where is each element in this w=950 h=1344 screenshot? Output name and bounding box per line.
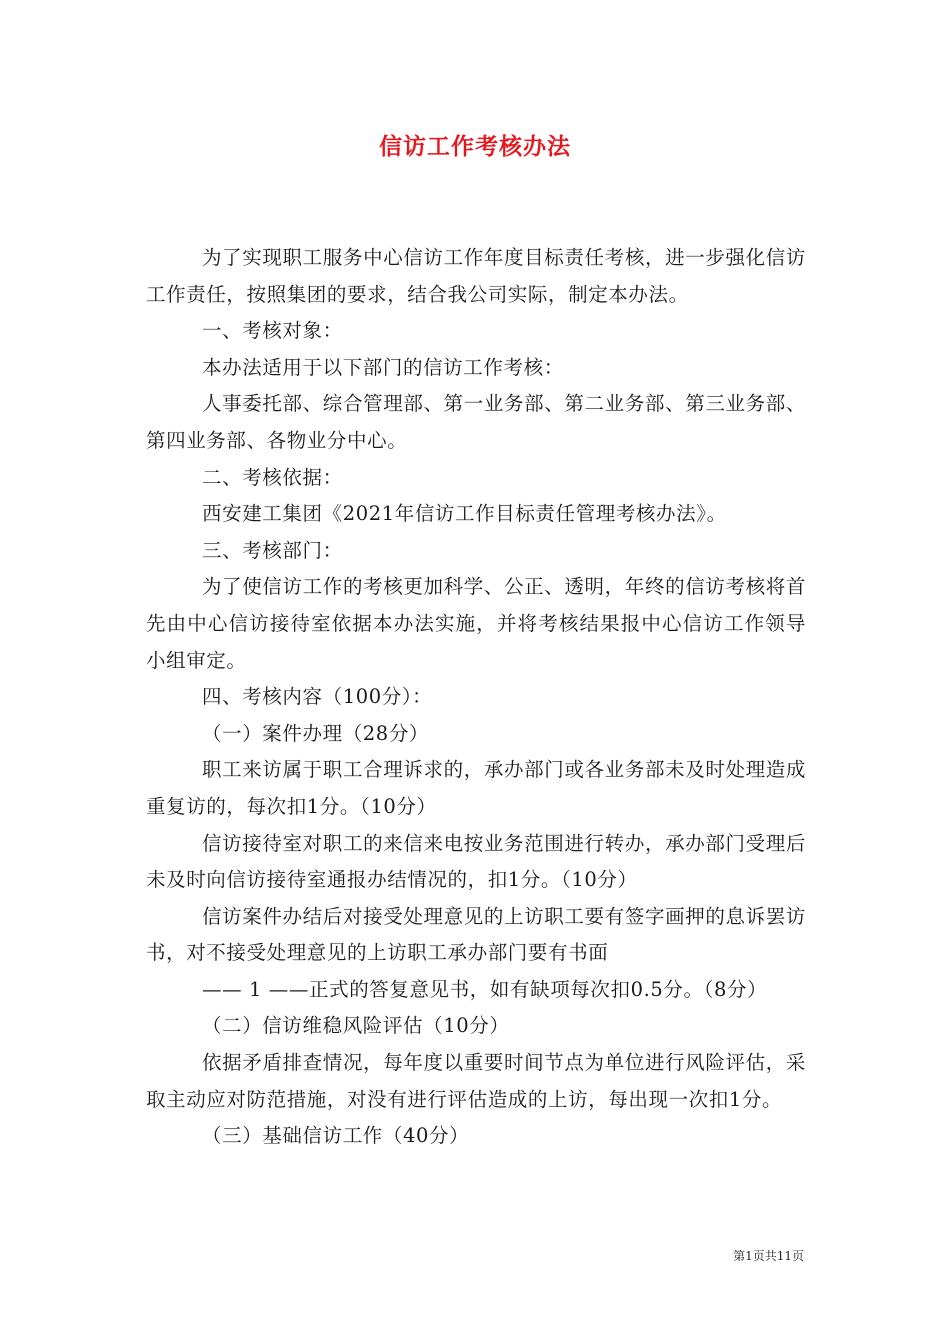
paragraph-scope: 本办法适用于以下部门的信访工作考核： xyxy=(202,355,564,379)
document-title: 信访工作考核办法 xyxy=(379,133,571,160)
section-heading-objects: 一、考核对象： xyxy=(202,319,343,343)
section-heading-basis: 二、考核依据： xyxy=(202,465,343,489)
paragraph-risk: 依据矛盾排查情况，每年度以重要时间节点为单位进行风险评估，采取主动应对防范措施，对没有进行评估造成的上访，每出现一次扣1分。 xyxy=(146,1051,806,1111)
section-heading-department: 三、考核部门： xyxy=(202,538,343,562)
paragraph-intro: 为了实现职工服务中心信访工作年度目标责任考核，进一步强化信访工作责任，按照集团的要求，结合我公司实际，制定本办法。 xyxy=(146,246,806,306)
paragraph-departments: 人事委托部、综合管理部、第一业务部、第二业务部、第三业务部、第四业务部、各物业分中心。 xyxy=(146,392,806,452)
paragraph-department: 为了使信访工作的考核更加科学、公正、透明，年终的信访考核将首先由中心信访接待室依据本办法实施，并将考核结果报中心信访工作领导小组审定。 xyxy=(146,575,806,672)
page-number-footer: 第1页共11页 xyxy=(733,1249,804,1263)
paragraph-case-3: 信访案件办结后对接受处理意见的上访职工要有签字画押的息诉罢访书，对不接受处理意见的上访职工承办部门要有书面 xyxy=(146,904,806,965)
paragraph-case-3-cont: —— 1 ——正式的答复意见书，如有缺项每次扣0.5分。（8分） xyxy=(202,977,768,1001)
section-heading-content: 四、考核内容（100分）： xyxy=(202,685,433,709)
document-body xyxy=(146,240,806,1155)
paragraph-case-2: 信访接待室对职工的来信来电按业务范围进行转办，承办部门受理后未及时向信访接待室通报办结情况的，扣1分。（10分） xyxy=(146,831,806,892)
subsection-case-handling: （一）案件办理（28分） xyxy=(202,721,430,745)
subsection-risk-assessment: （二）信访维稳风险评估（10分） xyxy=(202,1014,510,1038)
paragraph-case-1: 职工来访属于职工合理诉求的，承办部门或各业务部未及时处理造成重复访的，每次扣1分。（10分） xyxy=(146,758,806,818)
subsection-basic-work: （三）基础信访工作（40分） xyxy=(202,1124,470,1148)
paragraph-basis: 西安建工集团《2021年信访工作目标责任管理考核办法》。 xyxy=(202,502,727,526)
